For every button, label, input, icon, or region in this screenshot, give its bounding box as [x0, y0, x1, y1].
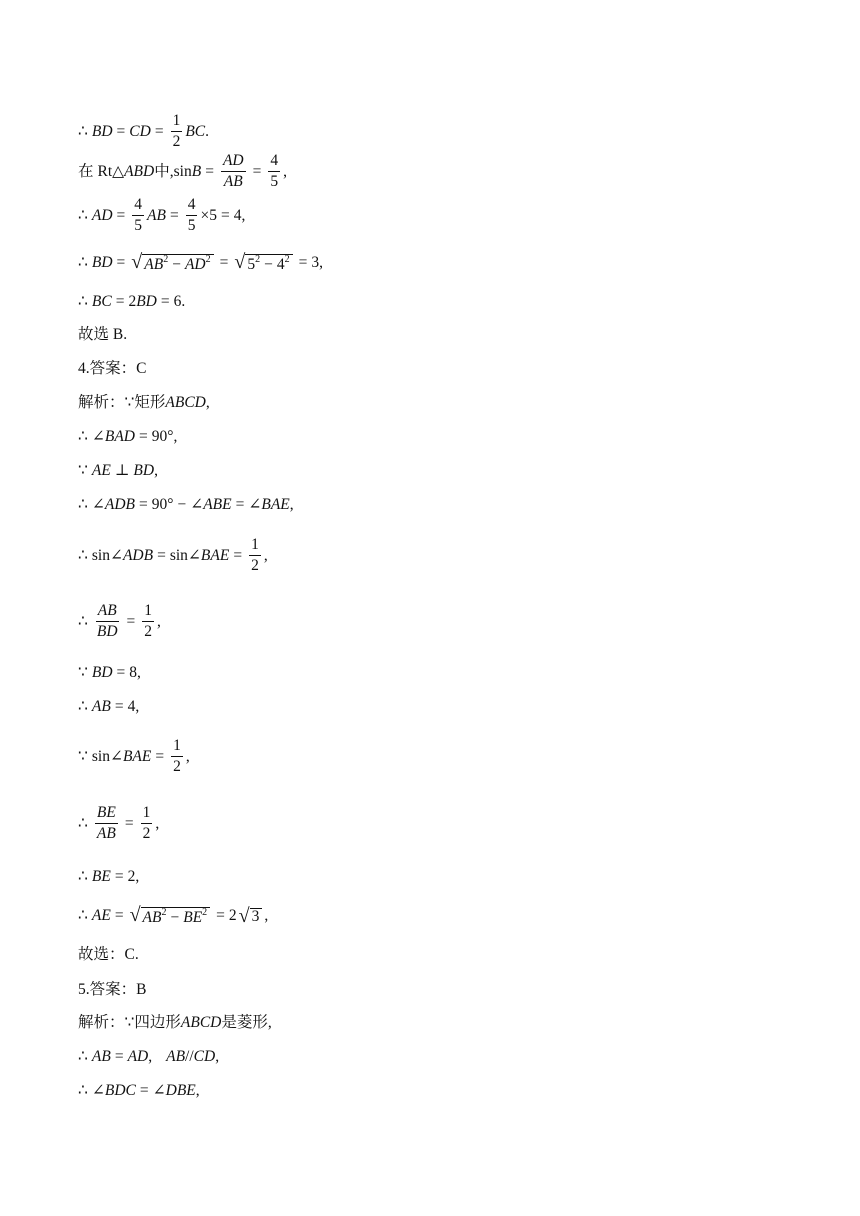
- fraction: $\frac{1}{2}$: [251, 536, 259, 575]
- line-4: ∴ BD = √ $AB^2 - AD^2$ = √ $5^2 - 4^2$ = 3 ,: [78, 251, 323, 273]
- line-22: 解析： ∵ 四边形 ABCD 是菱形,: [78, 1014, 272, 1031]
- line-14: ∵ BD = 8 ,: [78, 664, 141, 681]
- fraction: $\frac{BE}{AB}$: [96, 804, 116, 843]
- line-2: 在 Rt △ ABD 中, sin B = $\frac{AD}{AB}$ = $\frac{4}{5}$ ,: [78, 152, 287, 191]
- fraction: $\frac{AD}{AB}$: [222, 152, 244, 191]
- fraction: $\frac{AB}{BD}$: [96, 602, 118, 641]
- line-12: ∴ sin∠ ADB = sin∠ BAE = $\frac{1}{2}$ ,: [78, 536, 268, 575]
- square-root: √ 3: [239, 907, 263, 925]
- line-10: ∵ AE ⊥ BD ,: [78, 462, 158, 479]
- answer-choice-text: 故选 B.: [78, 326, 128, 343]
- fraction: $\frac{1}{2}$: [172, 112, 181, 151]
- question-5-answer: 5.答案：B: [78, 981, 147, 998]
- fraction: $\frac{1}{2}$: [173, 737, 181, 776]
- line-9: ∴ ∠ BAD = 90° ,: [78, 428, 178, 445]
- line-13: ∴ $\frac{AB}{BD}$ = $\frac{1}{2}$ ,: [78, 602, 161, 641]
- line-8: 解析： ∵ 矩形 ABCD ,: [78, 394, 210, 411]
- line-3: ∴ AD = $\frac{4}{5}$ AB = $\frac{4}{5}$ ×5 = 4 ,: [78, 196, 246, 235]
- line-17: ∴ $\frac{BE}{AB}$ = $\frac{1}{2}$ ,: [78, 804, 160, 843]
- fraction: $\frac{4}{5}$: [187, 196, 196, 235]
- question-4-answer: 4.答案：C: [78, 360, 147, 377]
- square-root: √ $5^2 - 4^2$: [234, 253, 292, 273]
- therefore-symbol: ∴: [78, 254, 88, 271]
- square-root: √ $AB^2 - BE^2$: [130, 906, 211, 926]
- therefore-symbol: ∴: [78, 207, 88, 225]
- square-root: √ $AB^2 - AD^2$: [131, 253, 213, 273]
- therefore-symbol: ∴: [78, 123, 88, 141]
- answer-choice-text-4: 故选：C.: [78, 946, 139, 963]
- line-5: ∴ BC = 2 BD = 6 .: [78, 293, 186, 310]
- line-15: ∴ AB = 4 ,: [78, 698, 140, 715]
- line-16: ∵ sin∠ BAE = $\frac{1}{2}$ ,: [78, 737, 190, 776]
- fraction: $\frac{1}{2}$: [144, 602, 153, 641]
- therefore-symbol: ∴: [78, 293, 88, 310]
- line-11: ∴ ∠ ADB = 90° − ∠ ABE = ∠ BAE ,: [78, 496, 294, 513]
- line-18: ∴ BE = 2 ,: [78, 868, 140, 885]
- fraction: $\frac{1}{2}$: [142, 804, 151, 843]
- fraction: $\frac{4}{5}$: [270, 152, 279, 191]
- line-24: ∴ ∠ BDC = ∠ DBE ,: [78, 1082, 200, 1099]
- line-19: ∴ AE = √ $AB^2 - BE^2$ = 2 √ 3 ,: [78, 904, 269, 927]
- fraction: $\frac{4}{5}$: [134, 196, 143, 235]
- line-23: ∴ AB = AD , AB // CD ,: [78, 1048, 220, 1065]
- line-1: ∴ BD = CD = $\frac{1}{2}$ BC .: [78, 112, 210, 151]
